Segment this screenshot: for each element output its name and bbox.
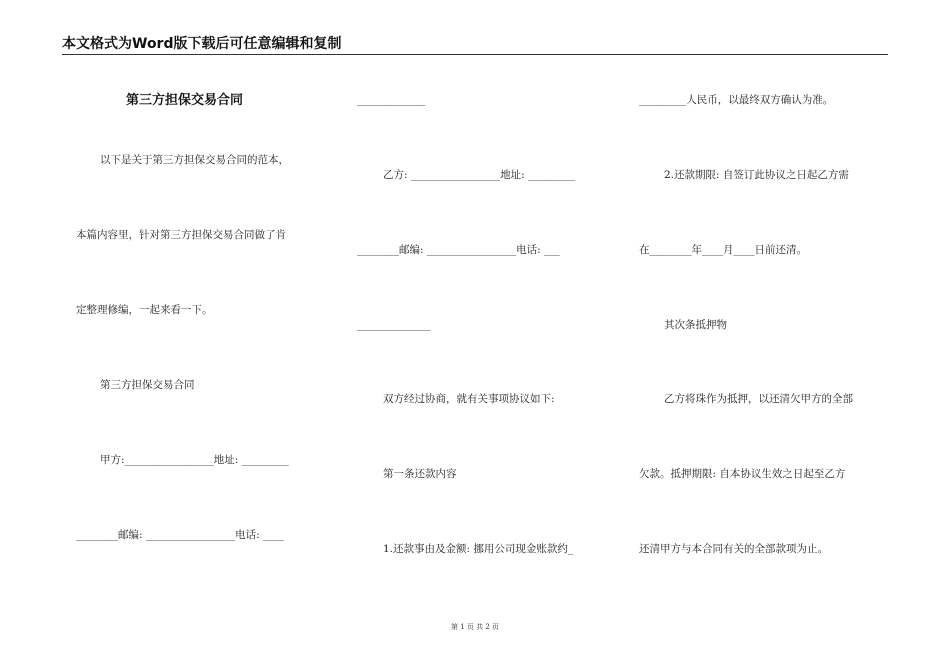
paragraph-line: 欠款。抵押期限: 自本协议生效之日起至乙方 [639, 468, 846, 480]
party-b-contact-line: ________邮编: _________________电话: ___ [357, 244, 560, 256]
section-heading: 第一条还款内容 [383, 468, 457, 480]
header-rule [62, 54, 888, 55]
document-title: 第三方担保交易合同 [126, 93, 244, 108]
paragraph-line: 第三方担保交易合同 [100, 379, 195, 391]
party-b-line: 乙方: _________________地址: _________ [383, 169, 576, 181]
paragraph-line: 还清甲方与本合同有关的全部款项为止。 [639, 543, 828, 555]
blank-line: _____________ [357, 94, 426, 106]
paragraph-line: 在________年____月____日前还清。 [639, 244, 807, 256]
paragraph-line: 本篇内容里，针对第三方担保交易合同做了肯 [76, 229, 286, 241]
section-heading: 其次条抵押物 [664, 319, 727, 331]
paragraph-line: 定整理修编，一起来看一下。 [76, 304, 213, 316]
document-header: 本文格式为Word版下载后可任意编辑和复制 [62, 36, 342, 52]
paragraph-line: 乙方将珠作为抵押，以还清欠甲方的全部 [664, 393, 853, 405]
paragraph-line: _________人民币，以最终双方确认为准。 [639, 94, 834, 106]
paragraph-line: 双方经过协商，就有关事项协议如下: [383, 393, 555, 405]
paragraph-line: 2.还款期限: 自签订此协议之日起乙方需 [664, 169, 849, 181]
paragraph-line: 以下是关于第三方担保交易合同的范本， [100, 154, 289, 166]
paragraph-line: 1.还款事由及金额: 挪用公司现金账款约_ [383, 543, 574, 555]
party-a-line: 甲方:_________________地址: _________ [100, 454, 289, 466]
blank-line: ______________ [357, 319, 431, 331]
party-a-contact-line: ________邮编: _________________电话: ____ [76, 529, 285, 541]
page-number: 第 1 页 共 2 页 [450, 623, 500, 631]
